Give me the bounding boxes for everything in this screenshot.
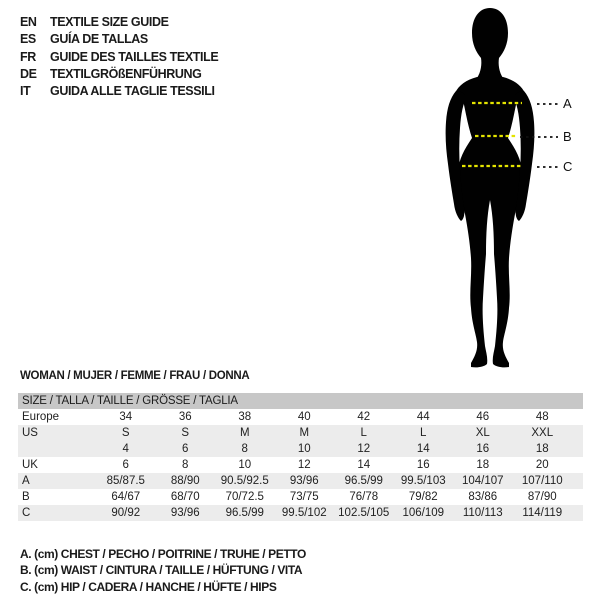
silhouette-head	[472, 8, 508, 78]
size-table	[18, 393, 583, 521]
table-cell: 93/96	[289, 475, 319, 487]
table-row	[18, 505, 583, 521]
table-cell: 18	[535, 443, 549, 455]
table-cell: 87/90	[527, 491, 557, 503]
table-cell: 90/92	[111, 507, 141, 519]
language-title: TEXTILGRÖßENFÜHRUNG	[50, 66, 202, 81]
legend-line: A. (cm) CHEST / PECHO / POITRINE / TRUHE / PETTO	[20, 547, 306, 561]
table-cell: 96.5/99	[225, 507, 264, 519]
table-cell: S	[181, 427, 190, 439]
size-table-header: SIZE / TALLA / TAILLE / GRÖSSE / TAGLIA	[18, 393, 583, 409]
table-row	[18, 457, 583, 473]
language-code: ES	[20, 32, 36, 47]
table-cell: 38	[238, 411, 252, 423]
language-title: TEXTILE SIZE GUIDE	[50, 15, 169, 29]
table-cell: S	[121, 427, 130, 439]
table-cell: 12	[357, 443, 371, 455]
language-row	[20, 66, 218, 83]
table-cell: 102.5/105	[338, 507, 390, 519]
table-cell: 70/72.5	[225, 491, 264, 503]
table-cell: 73/75	[289, 491, 319, 503]
table-cell: 6	[182, 443, 189, 455]
table-cell: XXL	[531, 427, 554, 439]
table-cell: M	[239, 427, 250, 439]
woman-silhouette-figure	[410, 2, 585, 372]
table-row	[18, 409, 583, 425]
language-code: EN	[20, 15, 37, 29]
language-title-list	[20, 14, 218, 100]
table-row-label	[18, 441, 96, 457]
table-cell: 48	[535, 411, 549, 423]
table-cell: 40	[297, 411, 311, 423]
table-cell: 10	[297, 443, 311, 455]
table-row-label: UK	[22, 459, 38, 471]
table-cell: 64/67	[111, 491, 141, 503]
hip-label: C	[563, 159, 573, 174]
chest-label: A	[563, 96, 572, 111]
measurement-legend	[20, 546, 306, 595]
language-row	[20, 31, 218, 48]
section-title: WOMAN / MUJER / FEMME / FRAU / DONNA	[20, 370, 250, 382]
table-row-label: C	[22, 507, 31, 519]
table-cell: 34	[119, 411, 133, 423]
language-row	[20, 49, 218, 66]
table-cell: 14	[357, 459, 371, 471]
table-cell: 42	[357, 411, 371, 423]
table-cell: 20	[535, 459, 549, 471]
table-cell: 93/96	[170, 507, 200, 519]
language-code: FR	[20, 49, 36, 64]
table-cell: 14	[416, 443, 430, 455]
table-cell: 8	[182, 459, 189, 471]
table-cell: L	[360, 427, 367, 439]
legend-line: C. (cm) HIP / CADERA / HANCHE / HÜFTE / HIPS	[20, 579, 277, 594]
table-cell: 96.5/99	[344, 475, 383, 487]
table-cell: 16	[416, 459, 430, 471]
table-row-label: A	[22, 475, 30, 487]
language-row	[20, 83, 218, 100]
table-cell: 4	[122, 443, 129, 455]
language-row	[20, 14, 218, 31]
table-cell: 90.5/92.5	[220, 475, 269, 487]
table-cell: XL	[475, 427, 490, 439]
language-code: DE	[20, 66, 37, 81]
table-cell: 104/107	[461, 475, 504, 487]
language-code: IT	[20, 84, 31, 99]
table-row	[18, 425, 583, 441]
table-cell: 18	[476, 459, 490, 471]
table-cell: 85/87.5	[106, 475, 145, 487]
table-cell: 114/119	[522, 507, 563, 519]
table-cell: 8	[241, 443, 248, 455]
table-cell: 44	[416, 411, 430, 423]
table-row	[18, 441, 583, 457]
size-table-body	[18, 409, 583, 521]
table-cell: 68/70	[170, 491, 200, 503]
language-title: GUIDA ALLE TAGLIE TESSILI	[50, 84, 215, 99]
table-cell: 99.5/103	[400, 475, 446, 487]
legend-line: B. (cm) WAIST / CINTURA / TAILLE / HÜFTUNG / VITA	[20, 563, 303, 578]
silhouette-body	[455, 77, 525, 367]
table-cell: 99.5/102	[281, 507, 327, 519]
table-row	[18, 473, 583, 489]
table-cell: 76/78	[349, 491, 379, 503]
table-cell: 46	[476, 411, 490, 423]
table-row	[18, 489, 583, 505]
table-cell: 106/109	[402, 507, 445, 519]
waist-label: B	[563, 129, 572, 144]
language-title: GUIDE DES TAILLES TEXTILE	[50, 49, 219, 64]
language-title: GUÍA DE TALLAS	[50, 32, 148, 47]
table-cell: 110/113	[462, 507, 503, 519]
table-cell: 16	[476, 443, 490, 455]
table-cell: 10	[238, 459, 252, 471]
table-cell: 79/82	[408, 491, 438, 503]
table-cell: 6	[122, 459, 129, 471]
table-row-label: US	[22, 427, 38, 439]
table-cell: 12	[297, 459, 311, 471]
table-cell: 36	[178, 411, 192, 423]
table-cell: 88/90	[170, 475, 200, 487]
table-cell: M	[299, 427, 310, 439]
table-row-label: B	[22, 491, 30, 503]
table-cell: 83/86	[468, 491, 498, 503]
table-cell: L	[420, 427, 427, 439]
woman-silhouette	[446, 8, 535, 367]
table-cell: 107/110	[521, 475, 563, 487]
table-row-label: Europe	[22, 411, 60, 423]
